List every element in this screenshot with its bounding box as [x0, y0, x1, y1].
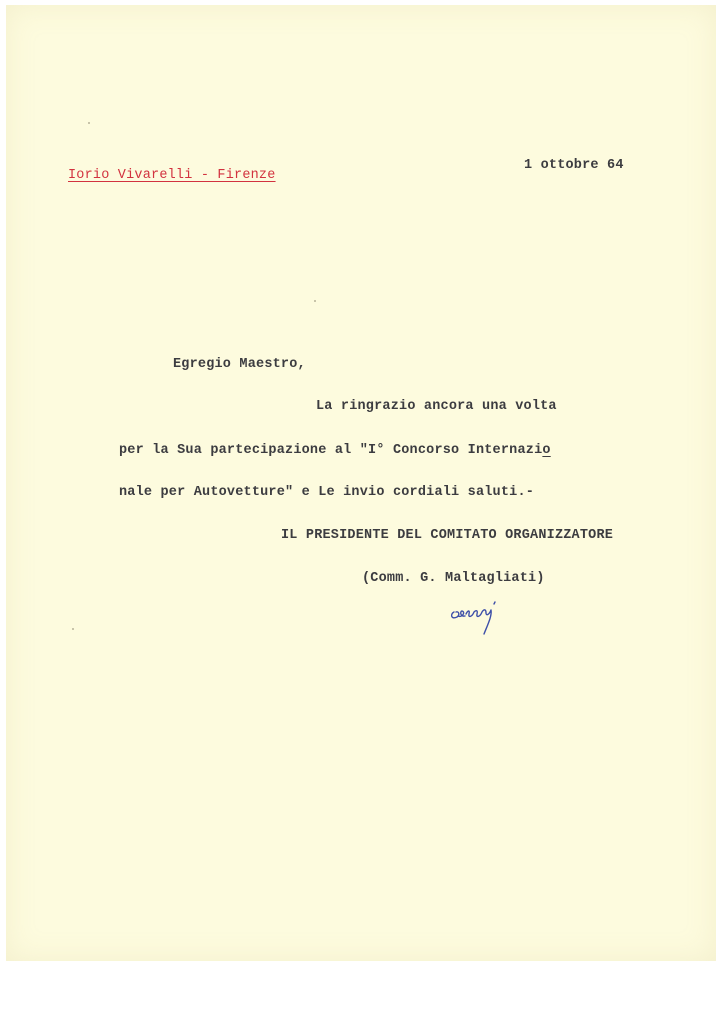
body-line-3: nale per Autovetture" e Le invio cordiali saluti.-	[119, 485, 535, 500]
body-line-1: La ringrazio ancora una volta	[316, 399, 557, 414]
letter-page	[6, 5, 716, 961]
letter-date: 1 ottobre 64	[524, 158, 624, 173]
signatory-name: (Comm. G. Maltagliati)	[362, 571, 545, 586]
closing-title: IL PRESIDENTE DEL COMITATO ORGANIZZATORE	[281, 528, 614, 543]
paper-speck	[72, 628, 74, 630]
recipient-line: Iorio Vivarelli - Firenze	[68, 168, 276, 183]
salutation: Egregio Maestro,	[173, 357, 306, 372]
paper-speck	[314, 300, 316, 302]
body-line-2	[119, 443, 551, 458]
body-line-2-underlined-fragment: o	[542, 443, 551, 458]
body-line-2-text: per la Sua partecipazione al "I° Concorso Internazi	[119, 443, 543, 458]
paper-speck	[88, 122, 90, 124]
handwritten-signature	[448, 590, 518, 640]
